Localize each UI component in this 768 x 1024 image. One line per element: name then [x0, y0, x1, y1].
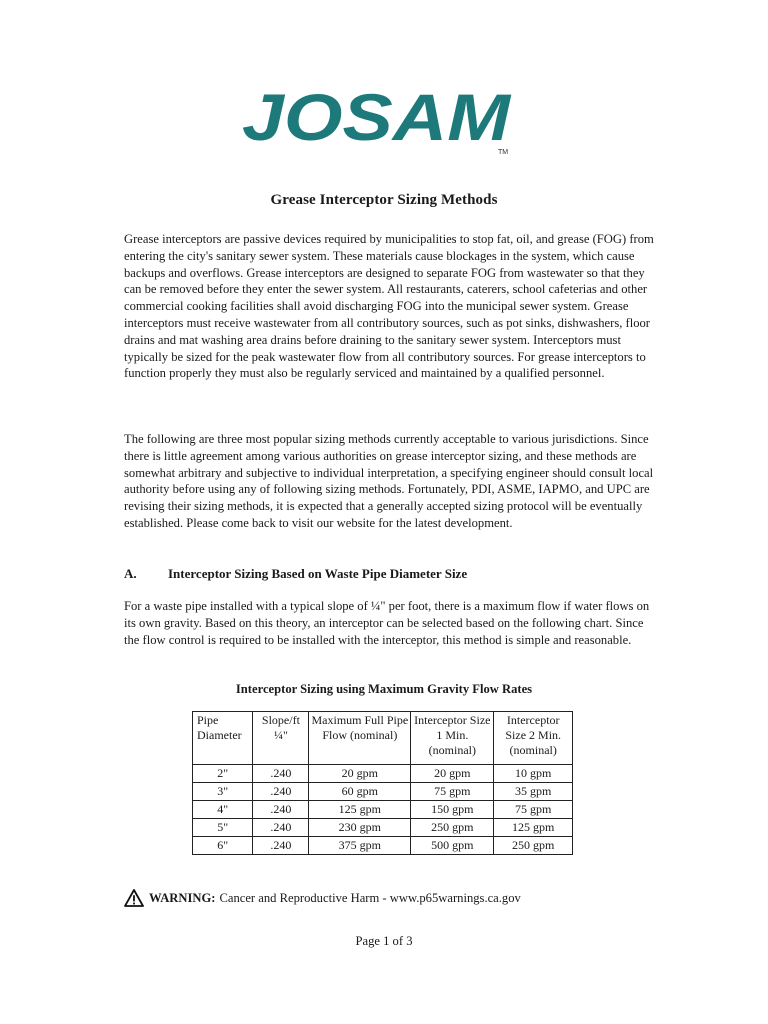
table-cell: 20 gpm — [309, 765, 411, 783]
table-cell: 125 gpm — [494, 819, 573, 837]
intro-paragraph: Grease interceptors are passive devices required by municipalities to stop fat, oil, and grease (FOG) from entering the city's sanitary sewer system. These materials cause blockages in the system, which cause backups and overflows. Grease interceptors are designed to separate FOG from wastewater so that they can be removed before they enter the sewer system. All restaurants, caterers, school cafeterias and other commercial cooking facilities shall avoid discharging FOG into the municipal sewer system. Grease interceptors must receive wastewater from all contributory sources, such as pot sinks, dishwashers, floor drains and mat washing area drains before draining to the sanitary sewer system. Interceptors must typically be sized for the peak wastewater flow from all contributory sources. For grease interceptors to function properly they must also be regularly serviced and maintained by a qualified personnel. — [124, 232, 654, 381]
table-cell: .240 — [253, 783, 309, 801]
table-cell: 6" — [193, 837, 253, 855]
document-title: Grease Interceptor Sizing Methods — [270, 192, 498, 208]
warning-label: WARNING: — [149, 890, 216, 905]
table-cell: 250 gpm — [411, 819, 494, 837]
table-cell: 125 gpm — [309, 801, 411, 819]
sizing-table — [192, 711, 573, 855]
table-cell: .240 — [253, 765, 309, 783]
table-cell: .240 — [253, 819, 309, 837]
warning-text: Cancer and Reproductive Harm - www.p65warnings.ca.gov — [219, 890, 521, 905]
josam-logo-graphic — [236, 80, 526, 158]
section-a-title: Interceptor Sizing Based on Waste Pipe Diameter Size — [168, 566, 468, 581]
table-row — [193, 837, 573, 855]
methods-paragraph: The following are three most popular sizing methods currently acceptable to various jurisdictions. Since there is little agreement among various authorities on grease interceptor sizing, and these methods are somewhat arbitrary and subjective to individual interpretation, a specifying engineer should consult local authority before using any of following sizing methods. Fortunately, PDI, ASME, IAPMO, and UPC are revising their sizing methods, it is expected that a generally accepted sizing protocol will be eventually established. Please come back to visit our website for the latest development. — [124, 432, 654, 530]
table-cell: 150 gpm — [411, 801, 494, 819]
table-header-cell: Pipe Diameter — [193, 712, 253, 765]
table-caption: Interceptor Sizing using Maximum Gravity Flow Rates — [235, 682, 533, 696]
table-row — [193, 783, 573, 801]
table-header-cell: Maximum Full Pipe Flow (nominal) — [309, 712, 411, 765]
table-header-row — [193, 712, 573, 765]
table-cell: 10 gpm — [494, 765, 573, 783]
section-a-heading — [124, 566, 467, 582]
table-cell: .240 — [253, 837, 309, 855]
josam-logo — [236, 80, 526, 158]
table-header-cell: Interceptor Size 1 Min. (nominal) — [411, 712, 494, 765]
table-cell: 2" — [193, 765, 253, 783]
table-cell: 60 gpm — [309, 783, 411, 801]
table-cell: 3" — [193, 783, 253, 801]
table-row — [193, 801, 573, 819]
table-row — [193, 819, 573, 837]
logo-letterforms — [242, 80, 512, 154]
table-cell: 230 gpm — [309, 819, 411, 837]
table-cell: 20 gpm — [411, 765, 494, 783]
table-header-cell: Slope/ft ¼" — [253, 712, 309, 765]
table-cell: 75 gpm — [494, 801, 573, 819]
warning-triangle-icon — [124, 889, 144, 907]
table-header-cell: Interceptor Size 2 Min. (nominal) — [494, 712, 573, 765]
svg-text:JOSAM: JOSAM — [242, 80, 513, 154]
page-number: Page 1 of 3 — [355, 934, 413, 948]
table-cell: 35 gpm — [494, 783, 573, 801]
table-row — [193, 765, 573, 783]
table-cell: .240 — [253, 801, 309, 819]
table-cell: 250 gpm — [494, 837, 573, 855]
table-cell: 5" — [193, 819, 253, 837]
section-a-paragraph: For a waste pipe installed with a typical slope of ¼" per foot, there is a maximum flow if water flows on its own gravity. Based on this theory, an interceptor can be selected based on the following chart. Since the flow control is required to be installed with the interceptor, this method is simple and reasonable. — [124, 599, 650, 647]
section-a-letter: A. — [124, 566, 137, 581]
svg-text:TM: TM — [498, 149, 509, 156]
table-cell: 500 gpm — [411, 837, 494, 855]
table-cell: 4" — [193, 801, 253, 819]
table-cell: 375 gpm — [309, 837, 411, 855]
table-cell: 75 gpm — [411, 783, 494, 801]
prop65-warning — [124, 889, 521, 907]
